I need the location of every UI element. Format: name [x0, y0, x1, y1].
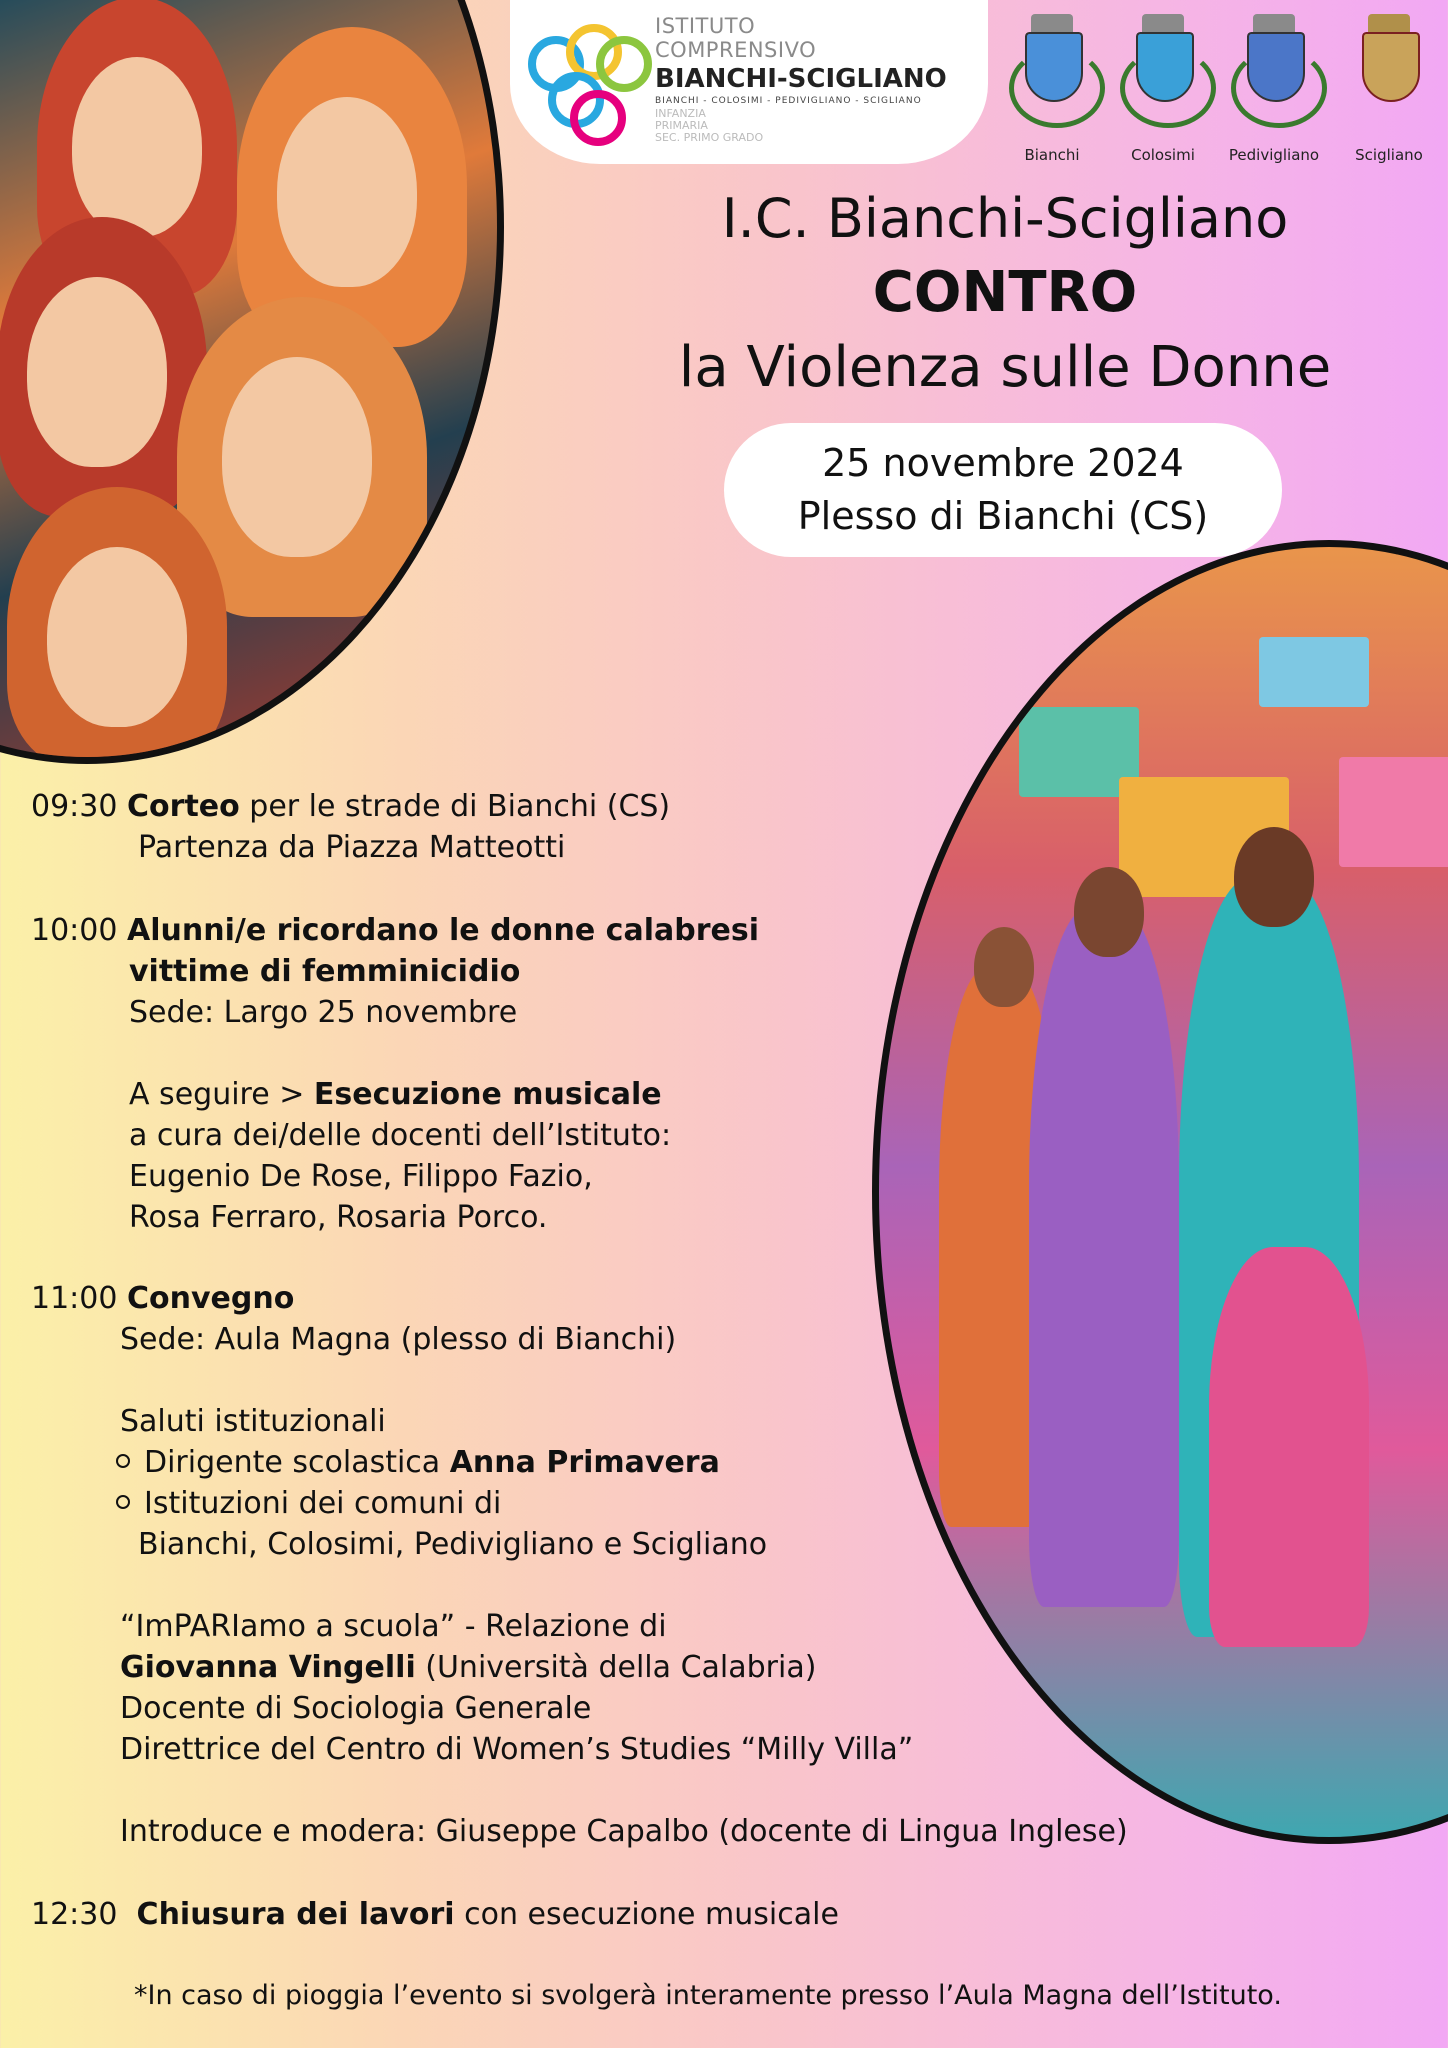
title-line2: CONTRO [872, 260, 1138, 325]
follow-prefix: A seguire > [129, 1077, 314, 1112]
item-text: con esecuzione musicale [454, 1897, 839, 1932]
schedule-item-1100 [31, 1278, 1128, 1852]
time-label: 11:00 [31, 1281, 118, 1316]
item-title: Convegno [127, 1281, 295, 1316]
school-logo [510, 0, 988, 164]
bullet-text: Istituzioni dei comuni di [144, 1486, 502, 1521]
crest-label: Scigliano [1355, 146, 1423, 164]
time-label: 12:30 [31, 1897, 118, 1932]
bullet-icon [116, 1454, 130, 1468]
speaker-role-1: Docente di Sociologia Generale [120, 1691, 592, 1726]
crest-scigliano [1334, 8, 1444, 164]
crest-bianchi [997, 8, 1107, 164]
title-line3: la Violenza sulle Donne [678, 335, 1332, 400]
event-title [610, 180, 1400, 408]
item-venue: Sede: Aula Magna (plesso di Bianchi) [120, 1322, 677, 1357]
logo-line1: ISTITUTO [655, 14, 756, 38]
item-title-cont: vittime di femminicidio [129, 954, 521, 989]
logo-level-primaria: PRIMARIA [655, 119, 708, 132]
rain-footnote: *In caso di pioggia l’evento si svolgerà interamente presso l’Aula Magna dell’Istituto. [134, 1980, 1282, 2011]
principal-name: Anna Primavera [449, 1445, 720, 1480]
item-title: Corteo [127, 789, 240, 824]
illustration-women-faces [0, 0, 504, 764]
event-date: 25 novembre 2024 [822, 441, 1184, 485]
logo-towns: BIANCHI - COLOSIMI - PEDIVIGLIANO - SCIGLIANO [655, 96, 922, 106]
speaker-name: Giovanna Vingelli [120, 1650, 416, 1685]
logo-level-secondaria: SEC. PRIMO GRADO [655, 131, 764, 144]
item-title: Chiusura dei lavori [136, 1897, 455, 1932]
date-location-badge [724, 423, 1282, 557]
bullet-text: Dirigente scolastica [144, 1445, 450, 1480]
crest-label: Pedivigliano [1228, 146, 1320, 164]
crest-label: Bianchi [1024, 146, 1080, 164]
speaker-role-2: Direttrice del Centro di Women’s Studies “Milly Villa” [120, 1732, 914, 1767]
greetings-heading: Saluti istituzionali [120, 1404, 386, 1439]
municipalities: Bianchi, Colosimi, Pedivigliano e Scigliano [138, 1527, 768, 1562]
moderator: Introduce e modera: Giuseppe Capalbo (docente di Lingua Inglese) [120, 1814, 1128, 1849]
talk-title: “ImPARIamo a scuola” - Relazione di [120, 1609, 667, 1644]
event-location: Plesso di Bianchi (CS) [797, 494, 1209, 538]
time-label: 09:30 [31, 789, 118, 824]
crest-colosimi [1108, 8, 1218, 164]
crest-pedivigliano [1219, 8, 1329, 164]
logo-ring-icon [570, 90, 626, 146]
speaker-affiliation: (Università della Calabria) [415, 1650, 817, 1685]
item-title: Alunni/e ricordano le donne calabresi [127, 913, 759, 948]
shield-icon [1362, 32, 1420, 102]
item-detail: Partenza da Piazza Matteotti [138, 830, 566, 865]
title-line1: I.C. Bianchi-Scigliano [721, 187, 1289, 250]
crest-label: Colosimi [1131, 146, 1195, 164]
logo-level-infanzia: INFANZIA [655, 107, 706, 120]
item-venue: Sede: Largo 25 novembre [129, 995, 518, 1030]
schedule-item-1230 [31, 1894, 839, 1935]
shield-icon [1247, 32, 1305, 102]
teacher-names-1: Eugenio De Rose, Filippo Fazio, [129, 1159, 593, 1194]
curated-by: a cura dei/delle docenti dell’Istituto: [129, 1118, 672, 1153]
item-text: per le strade di Bianchi (CS) [239, 789, 671, 824]
shield-icon [1136, 32, 1194, 102]
logo-ring-icon [596, 36, 652, 92]
time-label: 10:00 [31, 913, 118, 948]
follow-title: Esecuzione musicale [313, 1077, 662, 1112]
logo-line2: COMPRENSIVO [655, 38, 817, 62]
schedule-item-1000 [31, 910, 759, 1238]
teacher-names-2: Rosa Ferraro, Rosaria Porco. [129, 1200, 548, 1235]
bullet-icon [116, 1495, 130, 1509]
logo-school-name: BIANCHI-SCIGLIANO [655, 64, 947, 94]
schedule-item-0930 [31, 786, 670, 868]
shield-icon [1025, 32, 1083, 102]
